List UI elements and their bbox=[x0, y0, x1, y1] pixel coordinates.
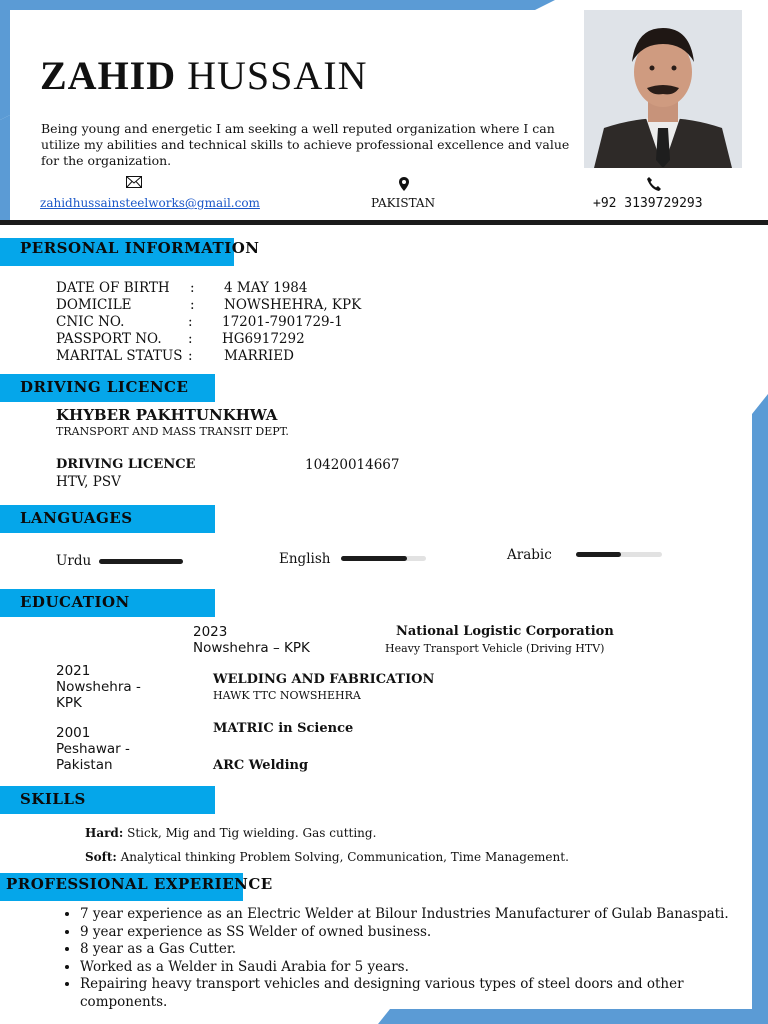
education-year: 2021 bbox=[56, 663, 91, 679]
candidate-name: ZAHID HUSSAIN bbox=[40, 53, 368, 98]
section-driving-licence: DRIVING LICENCE bbox=[0, 374, 215, 402]
experience-item: • 7 year experience as an Electric Welder at Bilour Industries Manufacturer of Gulab Banaspati. bbox=[80, 906, 760, 924]
language-level-fill bbox=[99, 559, 183, 564]
personal-value: MARRIED bbox=[224, 348, 294, 364]
education-title: National Logistic Corporation bbox=[396, 624, 614, 639]
map-pin-icon bbox=[399, 177, 409, 195]
hard-skills-text: Stick, Mig and Tig wielding. Gas cutting. bbox=[127, 826, 377, 840]
soft-skills bbox=[85, 850, 569, 864]
profile-photo bbox=[584, 10, 742, 168]
personal-label: CNIC NO. bbox=[56, 314, 125, 330]
education-title: MATRIC in Science bbox=[213, 721, 354, 736]
education-place: Nowshehra - bbox=[56, 679, 141, 695]
language-name: Urdu bbox=[56, 553, 92, 569]
education-year: 2023 bbox=[193, 624, 228, 640]
section-skills: SKILLS bbox=[0, 786, 215, 814]
licence-authority: KHYBER PAKHTUNKHWA bbox=[56, 406, 278, 424]
personal-separator: : bbox=[188, 348, 193, 364]
experience-item: • Worked as a Welder in Saudi Arabia for 5 years. bbox=[80, 959, 760, 977]
hard-skills bbox=[85, 826, 376, 840]
personal-separator: : bbox=[190, 297, 195, 313]
education-subtitle: Heavy Transport Vehicle (Driving HTV) bbox=[385, 642, 605, 655]
experience-list bbox=[40, 906, 760, 1011]
location-text: PAKISTAN bbox=[371, 196, 436, 210]
education-subtitle: HAWK TTC NOWSHEHRA bbox=[213, 689, 361, 702]
soft-skills-label: Soft: bbox=[85, 850, 117, 864]
licence-classes: HTV, PSV bbox=[56, 474, 121, 490]
education-title: WELDING AND FABRICATION bbox=[213, 672, 435, 687]
section-languages: LANGUAGES bbox=[0, 505, 215, 533]
personal-separator: : bbox=[188, 331, 193, 347]
education-place: Peshawar - bbox=[56, 741, 130, 757]
section-education: EDUCATION bbox=[0, 589, 215, 617]
personal-value: 4 MAY 1984 bbox=[224, 280, 308, 296]
licence-department: TRANSPORT AND MASS TRANSIT DEPT. bbox=[56, 425, 289, 438]
experience-item: • Repairing heavy transport vehicles and designing various types of steel doors and other components. bbox=[80, 976, 760, 1011]
email-link[interactable]: zahidhussainsteelworks@gmail.com bbox=[40, 196, 260, 210]
language-level-fill bbox=[341, 556, 407, 561]
section-professional-experience: PROFESSIONAL EXPERIENCE bbox=[0, 873, 243, 901]
personal-label: DOMICILE bbox=[56, 297, 132, 313]
language-level-bar bbox=[99, 559, 183, 564]
summary: Being young and energetic I am seeking a well reputed organization where I can utilize my abilities and technical skills to achieve professional excellence and value for the organization. bbox=[41, 121, 570, 168]
language-name: English bbox=[279, 551, 331, 567]
licence-number: 10420014667 bbox=[305, 457, 400, 473]
education-place: Pakistan bbox=[56, 757, 113, 773]
licence-label: DRIVING LICENCE bbox=[56, 457, 196, 472]
envelope-icon bbox=[126, 176, 142, 192]
language-level-bar bbox=[341, 556, 426, 561]
experience-item: • 8 year as a Gas Cutter. bbox=[80, 941, 760, 959]
personal-value: HG6917292 bbox=[222, 331, 305, 347]
phone-text: +92 3139729293 bbox=[593, 196, 703, 211]
hard-skills-label: Hard: bbox=[85, 826, 124, 840]
education-title: ARC Welding bbox=[213, 758, 309, 773]
education-place: Nowshehra – KPK bbox=[193, 640, 310, 656]
personal-label: PASSPORT NO. bbox=[56, 331, 162, 347]
language-name: Arabic bbox=[507, 547, 552, 563]
language-level-bar bbox=[576, 552, 662, 557]
section-personal-information: PERSONAL INFORMATION bbox=[0, 238, 234, 266]
education-place: KPK bbox=[56, 695, 82, 711]
personal-separator: : bbox=[190, 280, 195, 296]
phone-icon bbox=[647, 177, 661, 195]
soft-skills-text: Analytical thinking Problem Solving, Communication, Time Management. bbox=[120, 850, 569, 864]
header-divider bbox=[0, 220, 768, 225]
education-year: 2001 bbox=[56, 725, 91, 741]
experience-item: • 9 year experience as SS Welder of owned business. bbox=[80, 924, 760, 942]
personal-label: MARITAL STATUS bbox=[56, 348, 183, 364]
personal-separator: : bbox=[188, 314, 193, 330]
personal-value: 17201-7901729-1 bbox=[222, 314, 343, 330]
personal-label: DATE OF BIRTH bbox=[56, 280, 170, 296]
personal-value: NOWSHEHRA, KPK bbox=[224, 297, 362, 313]
language-level-fill bbox=[576, 552, 621, 557]
